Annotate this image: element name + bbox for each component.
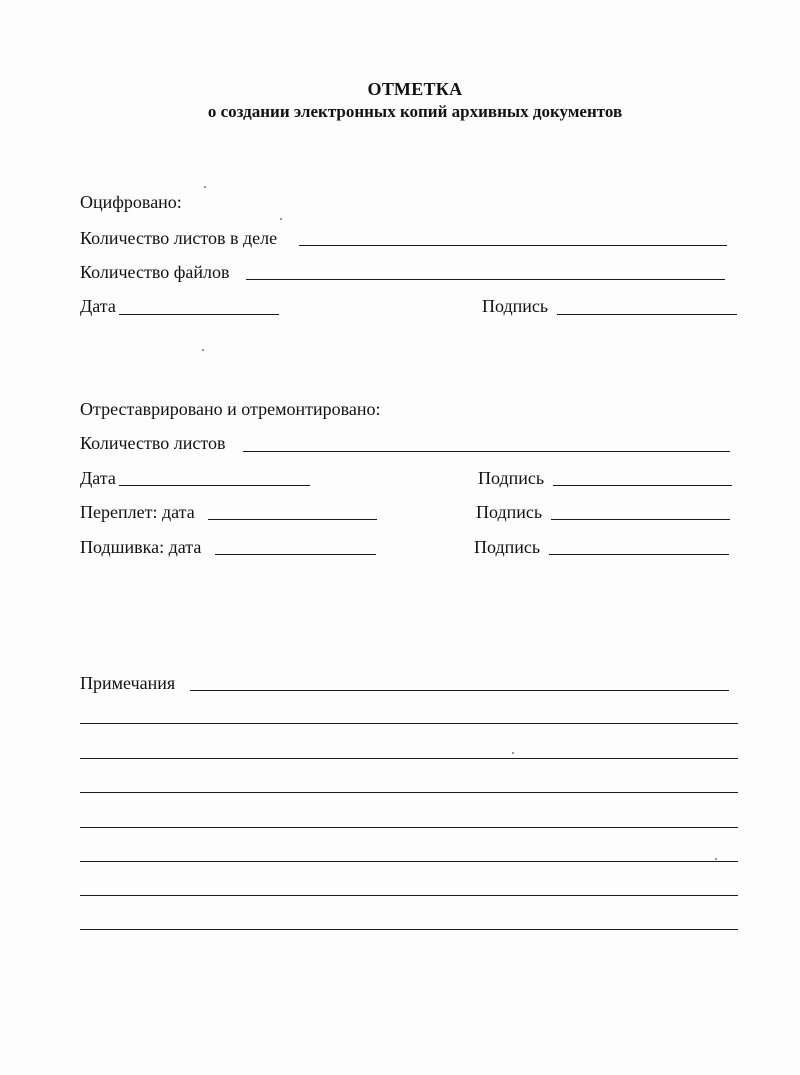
notes-field-line-8[interactable]	[80, 929, 738, 930]
scan-speck	[202, 349, 204, 351]
digitized-date-field[interactable]	[119, 314, 279, 315]
notes-field-line-5[interactable]	[80, 827, 738, 828]
restored-heading: Отреставрировано и отремонтировано:	[80, 399, 381, 419]
restored-sheets-label: Количество листов	[80, 433, 226, 453]
binding-date-field[interactable]	[208, 519, 377, 520]
digitized-sheets-field[interactable]	[299, 245, 727, 246]
digitized-signature-field[interactable]	[557, 314, 737, 315]
stitching-signature-field[interactable]	[549, 554, 729, 555]
restored-sheets-field[interactable]	[243, 451, 730, 452]
stitching-signature-label: Подпись	[474, 537, 541, 557]
digitized-signature-label: Подпись	[482, 296, 549, 316]
restored-date-field[interactable]	[119, 485, 310, 486]
restored-signature-label: Подпись	[478, 468, 545, 488]
notes-field-line-4[interactable]	[80, 792, 738, 793]
scan-speck	[512, 752, 514, 754]
restored-signature-field[interactable]	[553, 485, 732, 486]
page-title: ОТМЕТКА	[367, 79, 463, 99]
scan-speck	[204, 186, 206, 188]
binding-signature-label: Подпись	[476, 502, 543, 522]
digitized-files-field[interactable]	[246, 279, 725, 280]
notes-field-line-3[interactable]	[80, 758, 738, 759]
notes-field-line-2[interactable]	[80, 723, 738, 724]
notes-field-line-1[interactable]	[190, 690, 729, 691]
binding-signature-field[interactable]	[551, 519, 730, 520]
scan-speck	[715, 858, 717, 860]
page-subtitle: о создании электронных копий архивных документов	[207, 102, 623, 121]
notes-label: Примечания	[80, 673, 176, 693]
notes-field-line-7[interactable]	[80, 895, 738, 896]
stitching-date-label: Подшивка: дата	[80, 537, 202, 557]
notes-field-line-6[interactable]	[80, 861, 738, 862]
digitized-sheets-label: Количество листов в деле	[80, 228, 278, 248]
digitized-date-label: Дата	[80, 296, 116, 316]
stitching-date-field[interactable]	[215, 554, 376, 555]
scan-speck	[280, 218, 282, 220]
binding-date-label: Переплет: дата	[80, 502, 195, 522]
digitized-files-label: Количество файлов	[80, 262, 230, 282]
restored-date-label: Дата	[80, 468, 116, 488]
digitized-heading: Оцифровано:	[80, 192, 182, 212]
